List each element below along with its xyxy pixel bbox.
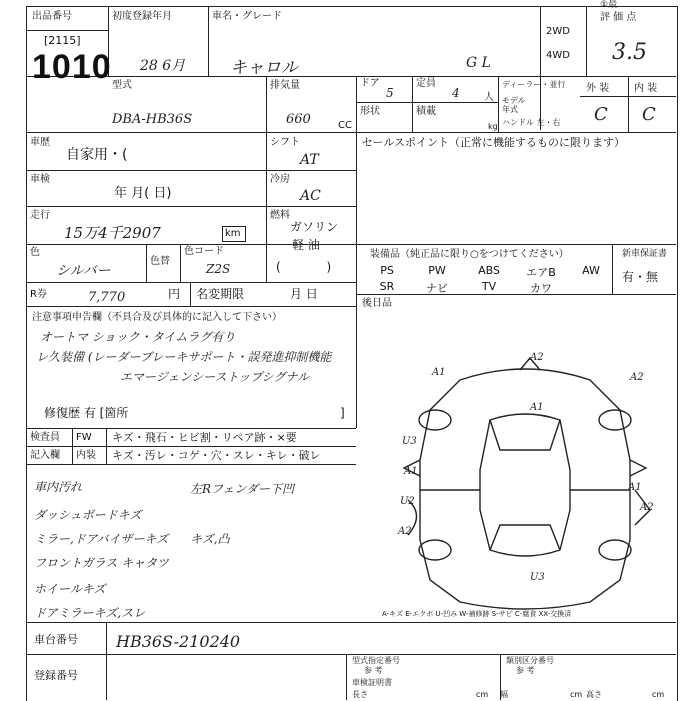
recycle-label: R券 [30, 289, 47, 300]
shift-label: シフト [270, 137, 300, 148]
type-label: 型式 [112, 80, 132, 91]
first-reg-value: 28 6月 [140, 58, 186, 74]
cm-1: cm [476, 690, 489, 699]
listing-label: 出品番号 [32, 11, 72, 22]
grade-value: G L [466, 55, 491, 71]
type-cert-label: 型式指定番号 [352, 656, 400, 665]
cm-2: cm [570, 690, 583, 699]
equip-leather: カワ [530, 282, 552, 295]
interior-items: キズ・汚レ・コゲ・穴・スレ・キレ・破レ [112, 449, 321, 462]
capacity-label: 定員 [416, 78, 436, 89]
side-remark: 左Rフェンダー下凹 [190, 482, 294, 496]
capacity-value: 4 [452, 86, 460, 100]
type-value: DBA-HB36S [112, 112, 193, 127]
displacement-value: 660 [286, 112, 311, 127]
inspector-label: 検査員 [30, 432, 60, 443]
exterior-value: C [594, 104, 608, 125]
sales-point-label: セールスポイント（正常に機能するものに限ります） [362, 136, 626, 149]
color-label: 色 [30, 247, 40, 258]
fuel-gasoline: ガソリン [290, 220, 339, 234]
notes-line-2: レ久装備 (レーダーブレーキサポート・誤発進抑制機能 [36, 350, 332, 364]
remark-2: ダッシュボードキズ [34, 508, 142, 522]
first-reg-label: 初度登録年月 [112, 11, 172, 22]
load-unit: kg [488, 122, 498, 131]
mark-3: A1 [432, 367, 446, 378]
equip-tv: TV [481, 280, 497, 293]
mark-8: A1 [628, 482, 642, 493]
mileage-label: 走行 [30, 210, 50, 221]
equip-sr: SR [379, 280, 395, 293]
fuel-label: 燃料 [270, 210, 290, 221]
chassis-label: 車台番号 [34, 633, 78, 646]
load-label: 積載 [416, 106, 436, 117]
handle-label: ハンドル 左・右 [502, 118, 561, 127]
model-name-value: キャロル [230, 58, 298, 78]
equip-navi: ナビ [426, 282, 448, 295]
color-code-value: Z2S [206, 262, 231, 276]
equipment-label: 装備品（純正品に限り○をつけてください） [370, 249, 569, 260]
warranty-value: 有・無 [622, 270, 659, 284]
interior-value: C [642, 104, 656, 125]
lot-number: 1010 [32, 48, 112, 86]
shift-value: AT [300, 152, 319, 168]
class-sub: 参 考 [516, 666, 535, 675]
fuel-paren: ( ) [276, 260, 332, 274]
dealer-label: ディーラー・並行 [502, 80, 566, 89]
history-label: 車歴 [30, 137, 50, 148]
remark-3: ミラー,ドアバイザーキズ [34, 532, 169, 546]
fuel-diesel: 軽 油 [292, 238, 320, 252]
mark-7: A2 [398, 526, 412, 537]
notes-line-3: エマージェンシーストップシグナル [120, 370, 309, 384]
score-value: 3.5 [612, 40, 647, 65]
ac-value: AC [300, 188, 321, 204]
model-name-label: 車名・グレード [212, 11, 282, 22]
transfer-value: 月 日 [290, 287, 318, 301]
remark-1: 車内汚れ [34, 480, 83, 494]
mark-6: U2 [400, 496, 415, 507]
fw-items: キズ・飛石・ヒビ割・リペア跡・×要 [112, 431, 297, 444]
ac-label: 冷房 [270, 174, 290, 185]
repair-history-end: ] [340, 406, 345, 420]
car-damage-diagram [380, 340, 670, 620]
reg-number-label: 登録番号 [34, 669, 78, 682]
equip-airbag: エアB [526, 266, 556, 279]
inspection-value: 年 月( 日) [114, 186, 172, 201]
model-year-label: モデル年式 [502, 96, 526, 114]
remark-5: ホイールキズ [34, 582, 106, 596]
door-value: 5 [386, 86, 394, 100]
transfer-label: 名変期限 [196, 287, 245, 301]
mark-4: U3 [402, 436, 417, 447]
equip-pw: PW [428, 264, 446, 277]
equip-abs: ABS [478, 264, 500, 277]
shape-label: 形状 [360, 106, 380, 117]
rear-items-label: 後日品 [362, 298, 392, 309]
mark-0: A2 [530, 352, 544, 363]
color-change-label: 色替 [150, 256, 170, 267]
mark-10: U3 [530, 572, 545, 583]
mark-9: A2 [640, 502, 654, 513]
drive-4wd: 4WD [546, 50, 570, 61]
equip-ps: PS [380, 264, 394, 277]
capacity-unit: 人 [484, 92, 494, 103]
recycle-value: 7,770 [88, 290, 126, 305]
top-note: ①最 [600, 0, 618, 10]
mark-5: A1 [404, 466, 418, 477]
height-label: 高さ [586, 690, 602, 699]
width-label: 幅 [500, 690, 508, 699]
color-value: シルバー [56, 263, 111, 279]
recycle-unit: 円 [168, 287, 181, 301]
length-label: 長さ [352, 690, 368, 699]
remark-6: ドアミラーキズ,スレ [34, 606, 146, 620]
equip-aw: AW [582, 264, 600, 277]
interior-label: 内 装 [634, 83, 658, 94]
side-remark-2: キズ,凸 [190, 532, 230, 546]
inspection-label: 車検 [30, 174, 50, 185]
repair-history-label: 修復歴 有 [箇所 [44, 406, 129, 420]
history-value: 自家用・( [66, 147, 128, 163]
exterior-label: 外 装 [586, 83, 610, 94]
displacement-unit: CC [338, 120, 352, 131]
cm-3: cm [652, 690, 665, 699]
remark-4: フロントガラス キャタツ [34, 556, 169, 570]
class-label: 類別区分番号 [506, 656, 554, 665]
notes-label: 注意事項申告欄（不具合及び具体的に記入して下さい） [32, 312, 282, 323]
notes-line-1: オートマ ショック・タイムラグ有り [40, 330, 236, 344]
displacement-label: 排気量 [270, 80, 300, 91]
drive-2wd: 2WD [546, 26, 570, 37]
chassis-value: HB36S-210240 [116, 632, 241, 651]
type-cert-sub: 参 考 [364, 666, 383, 675]
warranty-label: 新車保証書 [622, 249, 668, 259]
listing-code: [2115] [44, 34, 81, 47]
score-label: 評 価 点 [600, 12, 637, 23]
mark-1: A1 [530, 402, 544, 413]
color-code-label: 色コード [184, 246, 224, 257]
damage-legend: A-キズ E-エクボ U-凹み W-補修跡 S-サビ C-腐食 XX-交換済 [382, 610, 572, 618]
vehicle-cert-label: 車検証明書 [352, 678, 392, 687]
door-label: ドア [360, 78, 380, 89]
mileage-value: 15万4千2907 [64, 224, 161, 242]
fill-label: 記入欄 [30, 450, 60, 461]
fw-label: FW [76, 432, 92, 443]
mark-2: A2 [630, 372, 644, 383]
mileage-unit: km [225, 228, 241, 239]
interior-cond-label: 内装 [76, 450, 96, 461]
